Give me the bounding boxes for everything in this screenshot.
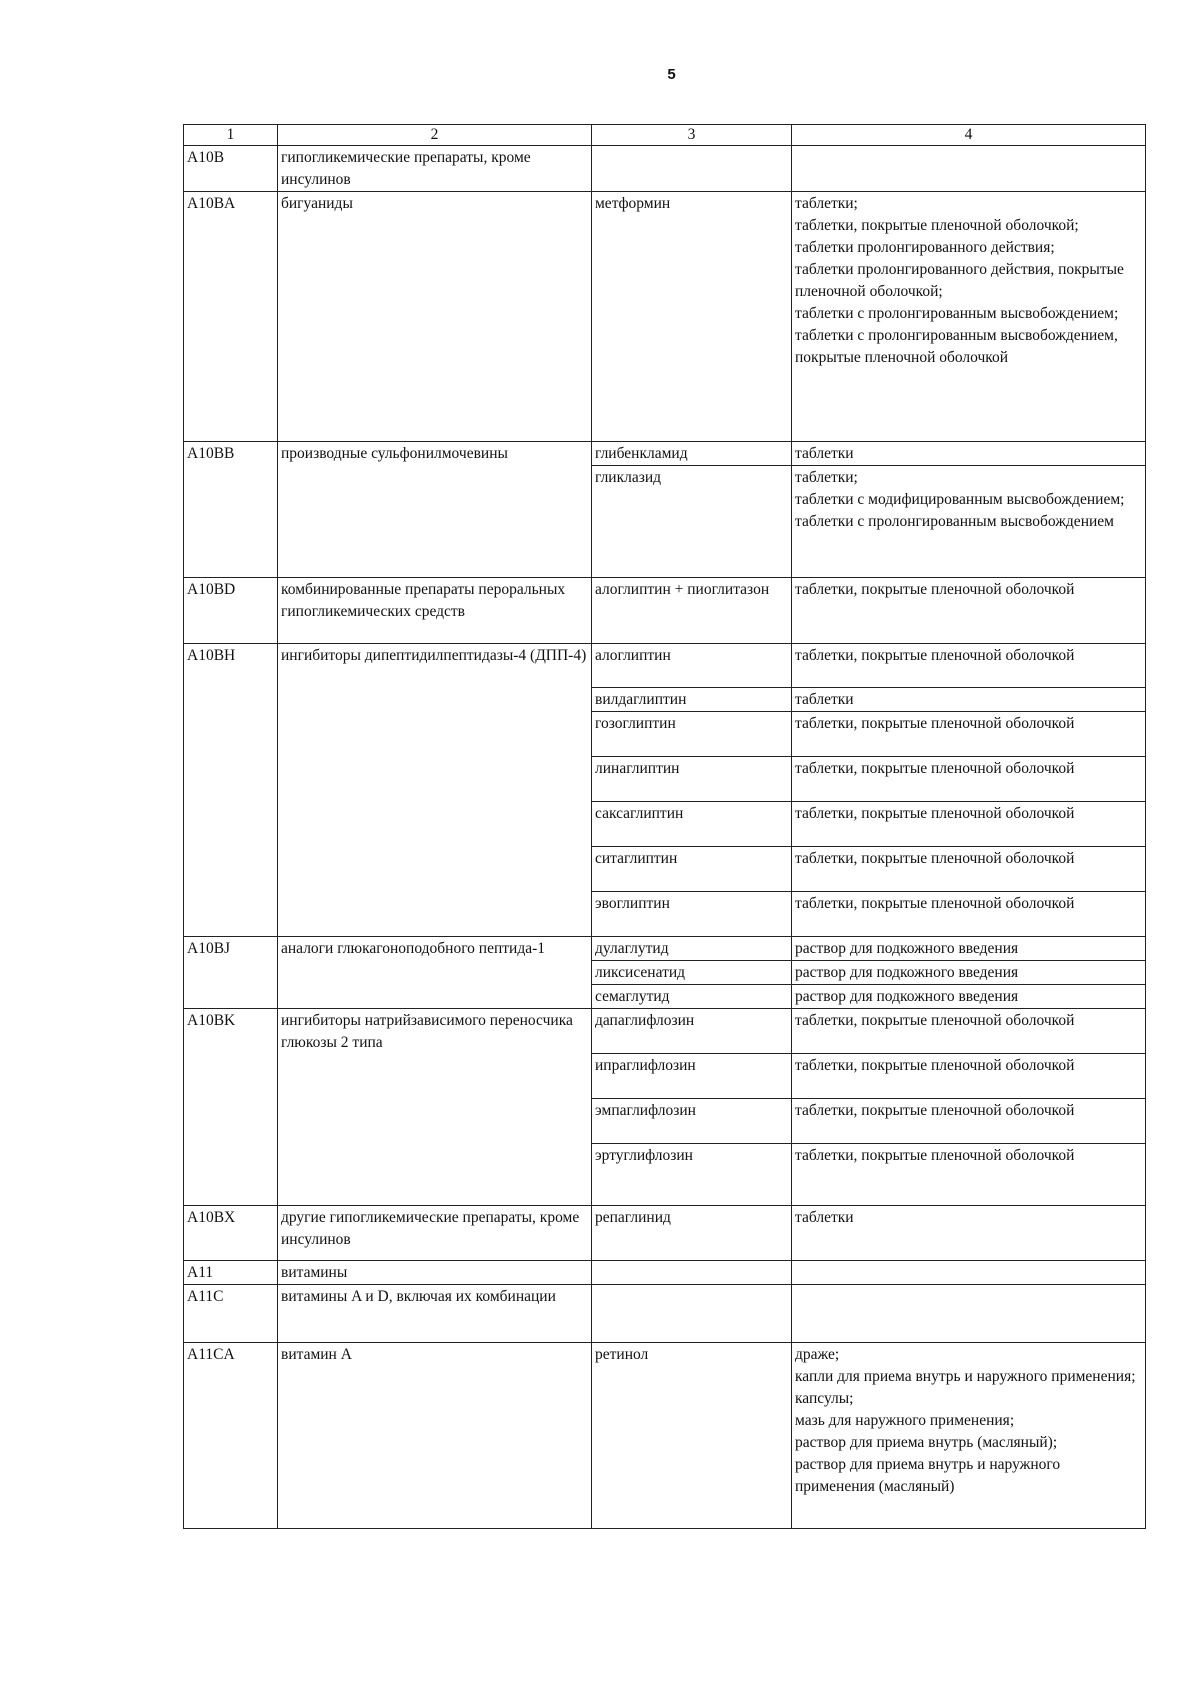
dosage-form-cell: раствор для подкожного введения: [792, 985, 1146, 1009]
dosage-form-cell: таблетки, покрытые пленочной оболочкой: [792, 1009, 1146, 1054]
dosage-form-cell: [792, 1261, 1146, 1285]
atc-code-cell: A10BX: [184, 1206, 278, 1261]
dosage-form-cell: драже; капли для приема внутрь и наружного применения; капсулы; мазь для наружного применения; раствор для приема внутрь (масляный); раствор для приема внутрь и наружного применения (масляный): [792, 1343, 1146, 1529]
table-row: [184, 442, 1146, 466]
substance-cell: дапаглифлозин: [592, 1009, 792, 1054]
atc-code-cell: A10BH: [184, 644, 278, 937]
substance-cell: репаглинид: [592, 1206, 792, 1261]
group-cell: витамин A: [278, 1343, 592, 1529]
table-row: [184, 578, 1146, 644]
dosage-form-cell: таблетки, покрытые пленочной оболочкой: [792, 757, 1146, 802]
table-row: [184, 937, 1146, 961]
atc-code-cell: A10BD: [184, 578, 278, 644]
dosage-form-cell: таблетки, покрытые пленочной оболочкой: [792, 1099, 1146, 1144]
atc-code-cell: A11C: [184, 1285, 278, 1343]
table-row: [184, 1261, 1146, 1285]
header-row: [184, 125, 1146, 146]
dosage-form-cell: [792, 1285, 1146, 1343]
header-cell-2: 2: [278, 125, 592, 146]
substance-cell: глибенкламид: [592, 442, 792, 466]
table-row: [184, 644, 1146, 688]
dosage-form-cell: таблетки, покрытые пленочной оболочкой: [792, 644, 1146, 688]
substance-cell: ретинол: [592, 1343, 792, 1529]
dosage-form-cell: таблетки; таблетки, покрытые пленочной оболочкой; таблетки пролонгированного действия; таблетки пролонгированного действия, покрытые пленочной оболочкой; таблетки с пролонгированным высвобождением; таблетки с пролонгированным высвобождением, покрытые пленочной оболочкой: [792, 192, 1146, 442]
group-cell: гипогликемические препараты, кроме инсулинов: [278, 146, 592, 192]
substance-cell: семаглутид: [592, 985, 792, 1009]
dosage-form-cell: [792, 146, 1146, 192]
substance-cell: гозоглиптин: [592, 712, 792, 757]
group-cell: витамины A и D, включая их комбинации: [278, 1285, 592, 1343]
dosage-form-cell: таблетки, покрытые пленочной оболочкой: [792, 802, 1146, 847]
dosage-form-cell: таблетки, покрытые пленочной оболочкой: [792, 712, 1146, 757]
atc-code-cell: A10BK: [184, 1009, 278, 1206]
atc-code-cell: A10BA: [184, 192, 278, 442]
substance-cell: алоглиптин + пиоглитазон: [592, 578, 792, 644]
substance-cell: [592, 146, 792, 192]
atc-code-cell: A11CA: [184, 1343, 278, 1529]
substance-cell: алоглиптин: [592, 644, 792, 688]
table-row: [184, 1206, 1146, 1261]
group-cell: бигуаниды: [278, 192, 592, 442]
dosage-form-cell: таблетки: [792, 688, 1146, 712]
atc-code-cell: A10BJ: [184, 937, 278, 1009]
substance-cell: [592, 1261, 792, 1285]
table-row: [184, 192, 1146, 442]
dosage-form-cell: таблетки: [792, 1206, 1146, 1261]
group-cell: витамины: [278, 1261, 592, 1285]
atc-code-cell: A11: [184, 1261, 278, 1285]
group-cell: ингибиторы натрийзависимого переносчика глюкозы 2 типа: [278, 1009, 592, 1206]
table-row: [184, 1343, 1146, 1529]
substance-cell: ликсисенатид: [592, 961, 792, 985]
group-cell: ингибиторы дипептидилпептидазы-4 (ДПП-4): [278, 644, 592, 937]
drug-table: [183, 124, 1146, 1529]
dosage-form-cell: таблетки, покрытые пленочной оболочкой: [792, 892, 1146, 937]
group-cell: комбинированные препараты пероральных гипогликемических средств: [278, 578, 592, 644]
dosage-form-cell: таблетки; таблетки с модифицированным высвобождением; таблетки с пролонгированным высвобождением: [792, 466, 1146, 578]
dosage-form-cell: таблетки, покрытые пленочной оболочкой: [792, 1054, 1146, 1099]
substance-cell: эмпаглифлозин: [592, 1099, 792, 1144]
substance-cell: эртуглифлозин: [592, 1144, 792, 1206]
dosage-form-cell: таблетки: [792, 442, 1146, 466]
dosage-form-cell: таблетки, покрытые пленочной оболочкой: [792, 847, 1146, 892]
table-row: [184, 1285, 1146, 1343]
group-cell: производные сульфонилмочевины: [278, 442, 592, 578]
dosage-form-cell: раствор для подкожного введения: [792, 961, 1146, 985]
substance-cell: ситаглиптин: [592, 847, 792, 892]
table-row: [184, 1009, 1146, 1054]
substance-cell: гликлазид: [592, 466, 792, 578]
dosage-form-cell: таблетки, покрытые пленочной оболочкой: [792, 578, 1146, 644]
substance-cell: ипраглифлозин: [592, 1054, 792, 1099]
substance-cell: саксаглиптин: [592, 802, 792, 847]
group-cell: другие гипогликемические препараты, кроме инсулинов: [278, 1206, 592, 1261]
dosage-form-cell: раствор для подкожного введения: [792, 937, 1146, 961]
substance-cell: вилдаглиптин: [592, 688, 792, 712]
page-number: 5: [667, 66, 676, 83]
dosage-form-cell: таблетки, покрытые пленочной оболочкой: [792, 1144, 1146, 1206]
header-cell-1: 1: [184, 125, 278, 146]
group-cell: аналоги глюкагоноподобного пептида-1: [278, 937, 592, 1009]
substance-cell: дулаглутид: [592, 937, 792, 961]
table-row: [184, 146, 1146, 192]
substance-cell: [592, 1285, 792, 1343]
substance-cell: метформин: [592, 192, 792, 442]
atc-code-cell: A10BB: [184, 442, 278, 578]
substance-cell: эвоглиптин: [592, 892, 792, 937]
substance-cell: линаглиптин: [592, 757, 792, 802]
header-cell-3: 3: [592, 125, 792, 146]
atc-code-cell: A10B: [184, 146, 278, 192]
header-cell-4: 4: [792, 125, 1146, 146]
